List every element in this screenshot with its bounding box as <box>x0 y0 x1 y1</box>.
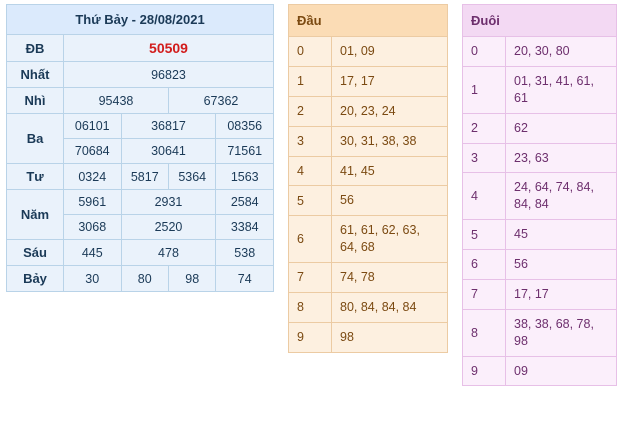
prize-label-nhi: Nhì <box>7 88 64 114</box>
prize-value: 2931 <box>121 190 216 215</box>
table-row <box>7 88 274 114</box>
dau-key: 4 <box>289 156 332 186</box>
table-row <box>7 190 274 215</box>
table-row <box>289 292 448 322</box>
table-row <box>7 240 274 266</box>
prize-value: 06101 <box>64 114 122 139</box>
table-row <box>463 356 617 386</box>
table-row <box>289 186 448 216</box>
table-row <box>7 266 274 292</box>
table-row <box>289 322 448 352</box>
table-row <box>289 96 448 126</box>
duoi-key: 8 <box>463 309 506 356</box>
duoi-key: 9 <box>463 356 506 386</box>
duoi-key: 7 <box>463 279 506 309</box>
prize-value: 3384 <box>216 215 274 240</box>
prize-value: 80 <box>121 266 168 292</box>
dau-value: 56 <box>332 186 448 216</box>
table-row <box>463 143 617 173</box>
prize-label-nam: Năm <box>7 190 64 240</box>
table-row <box>463 309 617 356</box>
table-row <box>463 279 617 309</box>
table-row <box>463 113 617 143</box>
results-date-header: Thứ Bảy - 28/08/2021 <box>7 5 274 35</box>
prize-value: 98 <box>168 266 215 292</box>
dau-key: 0 <box>289 37 332 67</box>
dau-value: 41, 45 <box>332 156 448 186</box>
table-row <box>463 37 617 67</box>
table-header-row <box>463 5 617 37</box>
prize-value: 95438 <box>64 88 169 114</box>
table-row <box>289 216 448 263</box>
prize-value: 2584 <box>216 190 274 215</box>
prize-value: 5817 <box>121 164 168 190</box>
duoi-value: 45 <box>506 220 617 250</box>
table-row <box>7 62 274 88</box>
dau-value: 01, 09 <box>332 37 448 67</box>
prize-value: 2520 <box>121 215 216 240</box>
prize-label-db: ĐB <box>7 35 64 62</box>
dau-key: 8 <box>289 292 332 322</box>
prize-label-bay: Bảy <box>7 266 64 292</box>
duoi-value: 17, 17 <box>506 279 617 309</box>
special-prize-number: 50509 <box>149 40 188 56</box>
duoi-value: 01, 31, 41, 61, 61 <box>506 66 617 113</box>
dau-key: 1 <box>289 66 332 96</box>
prize-value: 1563 <box>216 164 274 190</box>
prize-value: 0324 <box>64 164 122 190</box>
dau-table <box>288 4 448 353</box>
dau-key: 9 <box>289 322 332 352</box>
dau-value: 30, 31, 38, 38 <box>332 126 448 156</box>
dau-key: 5 <box>289 186 332 216</box>
prize-value: 30 <box>64 266 122 292</box>
table-row <box>463 173 617 220</box>
table-row <box>289 263 448 293</box>
prize-label-sau: Sáu <box>7 240 64 266</box>
dau-value: 17, 17 <box>332 66 448 96</box>
prize-value: 538 <box>216 240 274 266</box>
prize-value: 445 <box>64 240 122 266</box>
duoi-value: 38, 38, 68, 78, 98 <box>506 309 617 356</box>
dau-value: 20, 23, 24 <box>332 96 448 126</box>
duoi-value: 56 <box>506 250 617 280</box>
dau-key: 2 <box>289 96 332 126</box>
table-row <box>289 66 448 96</box>
dau-value: 98 <box>332 322 448 352</box>
duoi-key: 3 <box>463 143 506 173</box>
prize-value <box>64 35 274 62</box>
prize-value: 08356 <box>216 114 274 139</box>
table-row <box>7 114 274 139</box>
duoi-key: 1 <box>463 66 506 113</box>
duoi-value: 23, 63 <box>506 143 617 173</box>
dau-key: 6 <box>289 216 332 263</box>
dau-value: 61, 61, 62, 63, 64, 68 <box>332 216 448 263</box>
dau-key: 3 <box>289 126 332 156</box>
table-row <box>7 35 274 62</box>
duoi-key: 5 <box>463 220 506 250</box>
table-header-row <box>7 5 274 35</box>
duoi-key: 6 <box>463 250 506 280</box>
prize-value: 36817 <box>121 114 216 139</box>
dau-header: Đầu <box>289 5 448 37</box>
table-row <box>463 66 617 113</box>
duoi-table <box>462 4 617 386</box>
duoi-key: 0 <box>463 37 506 67</box>
table-row <box>7 164 274 190</box>
duoi-key: 2 <box>463 113 506 143</box>
prize-value: 67362 <box>168 88 273 114</box>
duoi-value: 20, 30, 80 <box>506 37 617 67</box>
prize-value: 70684 <box>64 139 122 164</box>
prize-label-tu: Tư <box>7 164 64 190</box>
duoi-value: 24, 64, 74, 84, 84, 84 <box>506 173 617 220</box>
duoi-header: Đuôi <box>463 5 617 37</box>
dau-value: 80, 84, 84, 84 <box>332 292 448 322</box>
table-row <box>289 126 448 156</box>
prize-value: 74 <box>216 266 274 292</box>
duoi-value: 09 <box>506 356 617 386</box>
dau-key: 7 <box>289 263 332 293</box>
prize-value: 30641 <box>121 139 216 164</box>
prize-value: 5961 <box>64 190 122 215</box>
table-row <box>463 220 617 250</box>
table-row <box>463 250 617 280</box>
table-header-row <box>289 5 448 37</box>
prize-label-nhat: Nhất <box>7 62 64 88</box>
prize-value: 3068 <box>64 215 122 240</box>
table-row <box>289 37 448 67</box>
lottery-results-table <box>6 4 274 292</box>
prize-value: 5364 <box>168 164 215 190</box>
prize-label-ba: Ba <box>7 114 64 164</box>
duoi-value: 62 <box>506 113 617 143</box>
prize-value: 96823 <box>64 62 274 88</box>
prize-value: 71561 <box>216 139 274 164</box>
prize-value: 478 <box>121 240 216 266</box>
duoi-key: 4 <box>463 173 506 220</box>
table-row <box>289 156 448 186</box>
dau-value: 74, 78 <box>332 263 448 293</box>
